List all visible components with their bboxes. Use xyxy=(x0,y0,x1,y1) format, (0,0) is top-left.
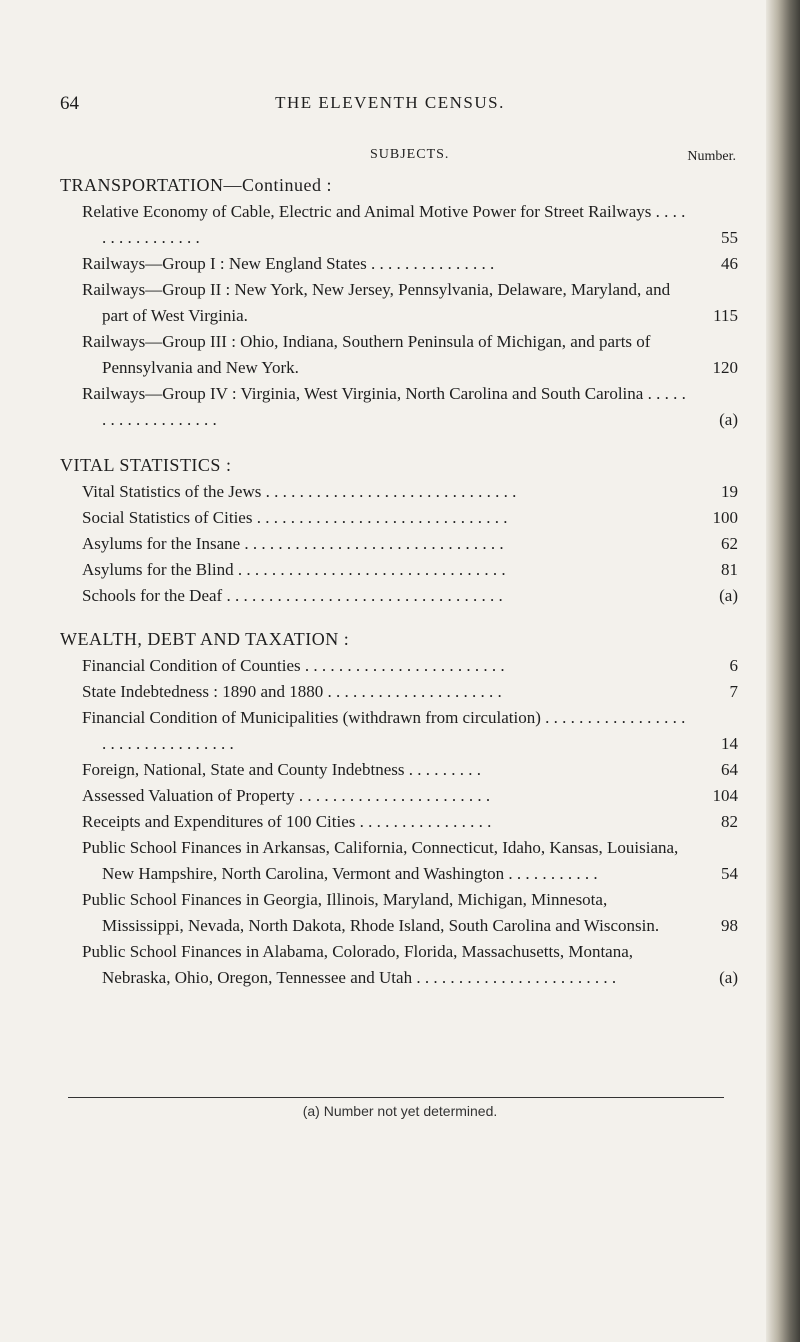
section-spacer xyxy=(60,433,740,451)
entry-number: 64 xyxy=(721,760,738,779)
list-item xyxy=(60,757,740,783)
entry-title: Public School Finances in Arkansas, California, Connecticut, Idaho, Kansas, Louisiana, New Hampshire, North Carolina, Vermont and Washington . . . . . . . . . . . xyxy=(82,838,679,883)
list-item xyxy=(60,277,740,329)
section-spacer xyxy=(60,609,740,625)
section-heading: TRANSPORTATION—Continued : xyxy=(60,175,332,195)
section-transportation xyxy=(60,171,740,433)
entry-number: 115 xyxy=(713,306,738,325)
list-item xyxy=(60,809,740,835)
entry-title: Railways—Group III : Ohio, Indiana, Southern Peninsula of Michigan, and parts of Pennsylvania and New York. xyxy=(82,332,651,377)
list-item xyxy=(60,479,740,505)
entry-number: 81 xyxy=(721,560,738,579)
entry-title: Schools for the Deaf . . . . . . . . . . . . . . . . . . . . . . . . . . . . . . . . . xyxy=(82,586,503,605)
section-vital-statistics xyxy=(60,451,740,609)
entry-title: Railways—Group II : New York, New Jersey, Pennsylvania, Delaware, Maryland, and part of West Virginia. xyxy=(82,280,671,325)
page-number: 64 xyxy=(60,93,79,114)
entry-number: 55 xyxy=(721,228,738,247)
entry-title: Asylums for the Blind . . . . . . . . . . . . . . . . . . . . . . . . . . . . . . . . xyxy=(82,560,506,579)
column-headings xyxy=(60,147,736,169)
entry-number: 46 xyxy=(721,254,738,273)
list-item xyxy=(60,583,740,609)
entry-title: Financial Condition of Counties . . . . . . . . . . . . . . . . . . . . . . . . xyxy=(82,656,505,675)
entry-title: Financial Condition of Municipalities (withdrawn from circulation) . . . . . . . . . . . . . . . . . . . . . . . . . . . . . . . . . xyxy=(82,708,686,753)
entry-number: 54 xyxy=(721,864,738,883)
entry-title: State Indebtedness : 1890 and 1880 . . . . . . . . . . . . . . . . . . . . . xyxy=(82,682,502,701)
footnote-divider xyxy=(68,1097,724,1098)
entry-title: Vital Statistics of the Jews . . . . . . . . . . . . . . . . . . . . . . . . . . . . . . xyxy=(82,482,517,501)
entry-title: Assessed Valuation of Property . . . . . . . . . . . . . . . . . . . . . . . xyxy=(82,786,491,805)
section-wealth-debt-taxation xyxy=(60,625,740,991)
list-item xyxy=(60,887,740,939)
entry-number: 6 xyxy=(729,656,738,675)
entry-number: (a) xyxy=(719,410,738,429)
entry-number: 104 xyxy=(712,786,738,805)
entry-title: Receipts and Expenditures of 100 Cities . . . . . . . . . . . . . . . . xyxy=(82,812,492,831)
list-item xyxy=(60,653,740,679)
page-header xyxy=(60,93,720,117)
list-item xyxy=(60,505,740,531)
entry-number: (a) xyxy=(719,586,738,605)
entry-number: 7 xyxy=(729,682,738,701)
list-item xyxy=(60,329,740,381)
list-item xyxy=(60,705,740,757)
list-item xyxy=(60,381,740,433)
entry-title: Railways—Group IV : Virginia, West Virginia, North Carolina and South Carolina . . . . . . . . . . . . . . . . . . . xyxy=(82,384,686,429)
number-column-heading: Number. xyxy=(687,149,736,164)
entry-number: 98 xyxy=(721,916,738,935)
list-item xyxy=(60,557,740,583)
subjects-column-heading: SUBJECTS. xyxy=(370,147,450,162)
page-edge-shadow xyxy=(766,0,800,1342)
list-item xyxy=(60,835,740,887)
entry-title: Foreign, National, State and County Indebtness . . . . . . . . . xyxy=(82,760,481,779)
entry-number: 14 xyxy=(721,734,738,753)
entry-title: Relative Economy of Cable, Electric and Animal Motive Power for Street Railways . . . . . . . . . . . . . . . . xyxy=(82,202,686,247)
list-item xyxy=(60,679,740,705)
entry-title: Asylums for the Insane . . . . . . . . . . . . . . . . . . . . . . . . . . . . . . . xyxy=(82,534,504,553)
list-item xyxy=(60,939,740,991)
entry-number: 62 xyxy=(721,534,738,553)
section-heading: VITAL STATISTICS : xyxy=(60,455,232,475)
entry-title: Social Statistics of Cities . . . . . . . . . . . . . . . . . . . . . . . . . . . . . . xyxy=(82,508,508,527)
subject-index xyxy=(60,171,740,991)
entry-title: Public School Finances in Alabama, Colorado, Florida, Massachusetts, Montana, Nebraska, Ohio, Oregon, Tennessee and Utah . . . . . . . . . . . . . . . . . . . . . . . . xyxy=(82,942,634,987)
entry-number: 100 xyxy=(712,508,738,527)
entry-title: Railways—Group I : New England States . . . . . . . . . . . . . . . xyxy=(82,254,495,273)
entry-number: (a) xyxy=(719,968,738,987)
list-item xyxy=(60,783,740,809)
list-item xyxy=(60,531,740,557)
list-item xyxy=(60,199,740,251)
running-title: THE ELEVENTH CENSUS. xyxy=(275,93,505,112)
entry-number: 120 xyxy=(712,358,738,377)
list-item xyxy=(60,251,740,277)
section-heading: WEALTH, DEBT AND TAXATION : xyxy=(60,629,350,649)
footnote: (a) Number not yet determined. xyxy=(302,1103,498,1119)
entry-number: 19 xyxy=(721,482,738,501)
entry-title: Public School Finances in Georgia, Illinois, Maryland, Michigan, Minnesota, Mississippi, Nevada, North Dakota, Rhode Island, South Carolina and Wisconsin. xyxy=(82,890,660,935)
entry-number: 82 xyxy=(721,812,738,831)
